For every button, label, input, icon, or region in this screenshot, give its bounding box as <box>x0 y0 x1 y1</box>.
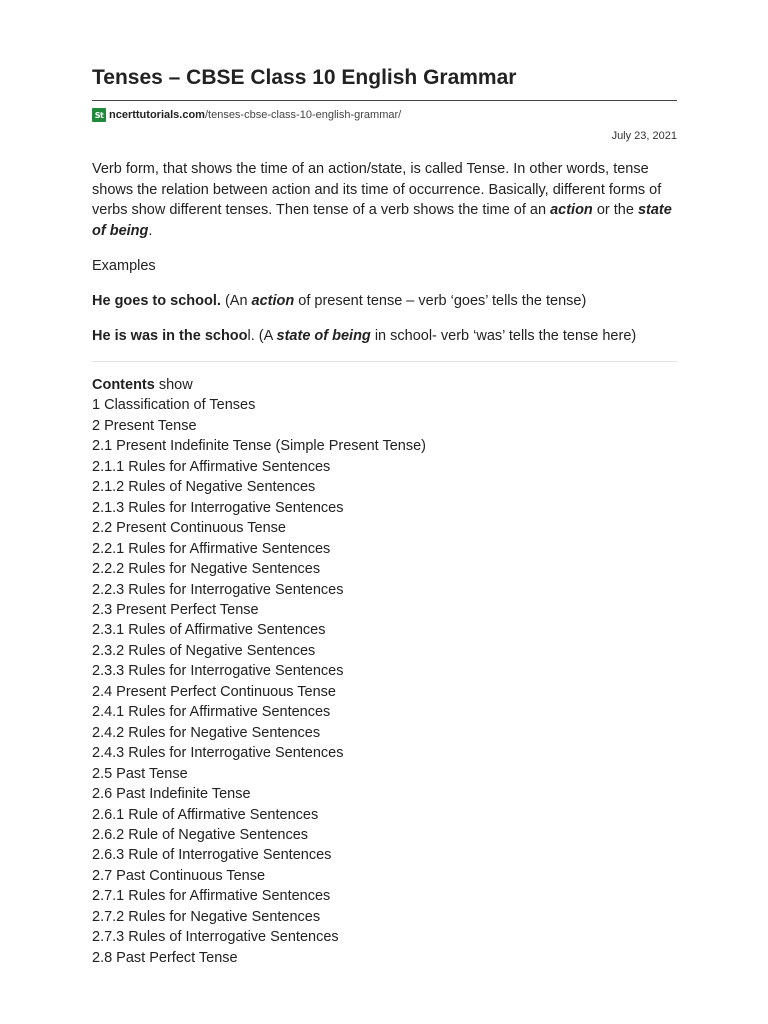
toc-item[interactable]: 2.3.2 Rules of Negative Sentences <box>92 642 316 659</box>
toc-item[interactable]: 2.5 Past Tense <box>92 765 188 782</box>
publish-date: July 23, 2021 <box>611 130 677 142</box>
example-1-sentence: He goes to school. <box>92 293 221 309</box>
example-2-sentence: He is was in the schoo <box>92 328 248 344</box>
toc-item[interactable]: 2.6.3 Rule of Interrogative Sentences <box>92 847 332 864</box>
site-logo-icon: St <box>92 108 106 122</box>
intro-em-action: action <box>550 202 593 218</box>
example-1 <box>92 291 677 312</box>
toc-item[interactable]: 2.4 Present Perfect Continuous Tense <box>92 683 336 700</box>
toc-item[interactable]: 2.1.1 Rules for Affirmative Sentences <box>92 458 331 475</box>
toc-header <box>92 375 677 395</box>
intro-text-2: or the <box>592 202 638 218</box>
toc-item[interactable]: 2.2.1 Rules for Affirmative Sentences <box>92 540 331 557</box>
toc-item[interactable]: 2.2.3 Rules for Interrogative Sentences <box>92 581 344 598</box>
toc-item[interactable]: 2.6.1 Rule of Affirmative Sentences <box>92 806 319 823</box>
examples-heading: Examples <box>92 258 156 274</box>
example-2 <box>92 326 677 347</box>
toc-item[interactable]: 2.6 Past Indefinite Tense <box>92 786 251 803</box>
title-underline <box>92 100 677 101</box>
toc-item[interactable]: 2.3.3 Rules for Interrogative Sentences <box>92 663 344 680</box>
toc-item[interactable]: 2.3.1 Rules of Affirmative Sentences <box>92 622 326 639</box>
toc-list <box>92 395 677 968</box>
toc-item[interactable]: 2.3 Present Perfect Tense <box>92 601 259 618</box>
toc-item[interactable]: 2.6.2 Rule of Negative Sentences <box>92 826 309 843</box>
toc-item[interactable]: 2.1.3 Rules for Interrogative Sentences <box>92 499 344 516</box>
toc-item[interactable]: 2.7 Past Continuous Tense <box>92 867 266 884</box>
table-of-contents <box>92 375 677 968</box>
toc-item[interactable]: 2.7.1 Rules for Affirmative Sentences <box>92 888 331 905</box>
intro-text-3: . <box>148 222 153 239</box>
toc-title: Contents <box>92 377 155 393</box>
toc-item[interactable]: 2.4.3 Rules for Interrogative Sentences <box>92 745 344 762</box>
toc-item[interactable]: 2.7.2 Rules for Negative Sentences <box>92 908 321 925</box>
toc-item[interactable]: 2.1 Present Indefinite Tense (Simple Present Tense) <box>92 438 426 455</box>
example-1-text-1: (An <box>220 293 252 309</box>
example-2-em: state of being <box>276 328 371 344</box>
toc-item[interactable]: 2 Present Tense <box>92 417 197 434</box>
intro-text-1: Verb form, that shows the time of an action/state, is called Tense. In other words, tense shows the relation between action and its time of occurrence. Basically, different forms of verbs show different tenses. Then tense of a verb shows the time of an <box>92 161 662 218</box>
source-link[interactable] <box>92 108 401 122</box>
toc-item[interactable]: 2.2 Present Continuous Tense <box>92 520 287 537</box>
example-1-text-2: of present tense – verb ‘goes’ tells the tense) <box>294 293 587 309</box>
section-divider <box>92 361 677 362</box>
toc-item[interactable]: 2.4.1 Rules for Affirmative Sentences <box>92 704 331 721</box>
toc-show-toggle[interactable]: show <box>154 377 193 393</box>
page-title: Tenses – CBSE Class 10 English Grammar <box>92 66 517 89</box>
toc-item[interactable]: 2.8 Past Perfect Tense <box>92 949 238 966</box>
source-domain[interactable]: ncerttutorials.com <box>109 109 205 121</box>
example-1-em: action <box>251 293 295 309</box>
toc-item[interactable]: 2.2.2 Rules for Negative Sentences <box>92 561 321 578</box>
toc-item[interactable]: 2.4.2 Rules for Negative Sentences <box>92 724 321 741</box>
toc-item[interactable]: 2.1.2 Rules of Negative Sentences <box>92 479 316 496</box>
toc-item[interactable]: 1 Classification of Tenses <box>92 397 256 414</box>
example-2-text-1: l. (A <box>247 328 277 344</box>
source-path[interactable]: /tenses-cbse-class-10-english-grammar/ <box>204 109 402 121</box>
intro-paragraph <box>92 159 677 241</box>
example-2-text-2: in school- verb ‘was’ tells the tense here) <box>370 328 637 344</box>
intro-em-state: state of being <box>92 202 672 239</box>
toc-item[interactable]: 2.7.3 Rules of Interrogative Sentences <box>92 929 339 946</box>
